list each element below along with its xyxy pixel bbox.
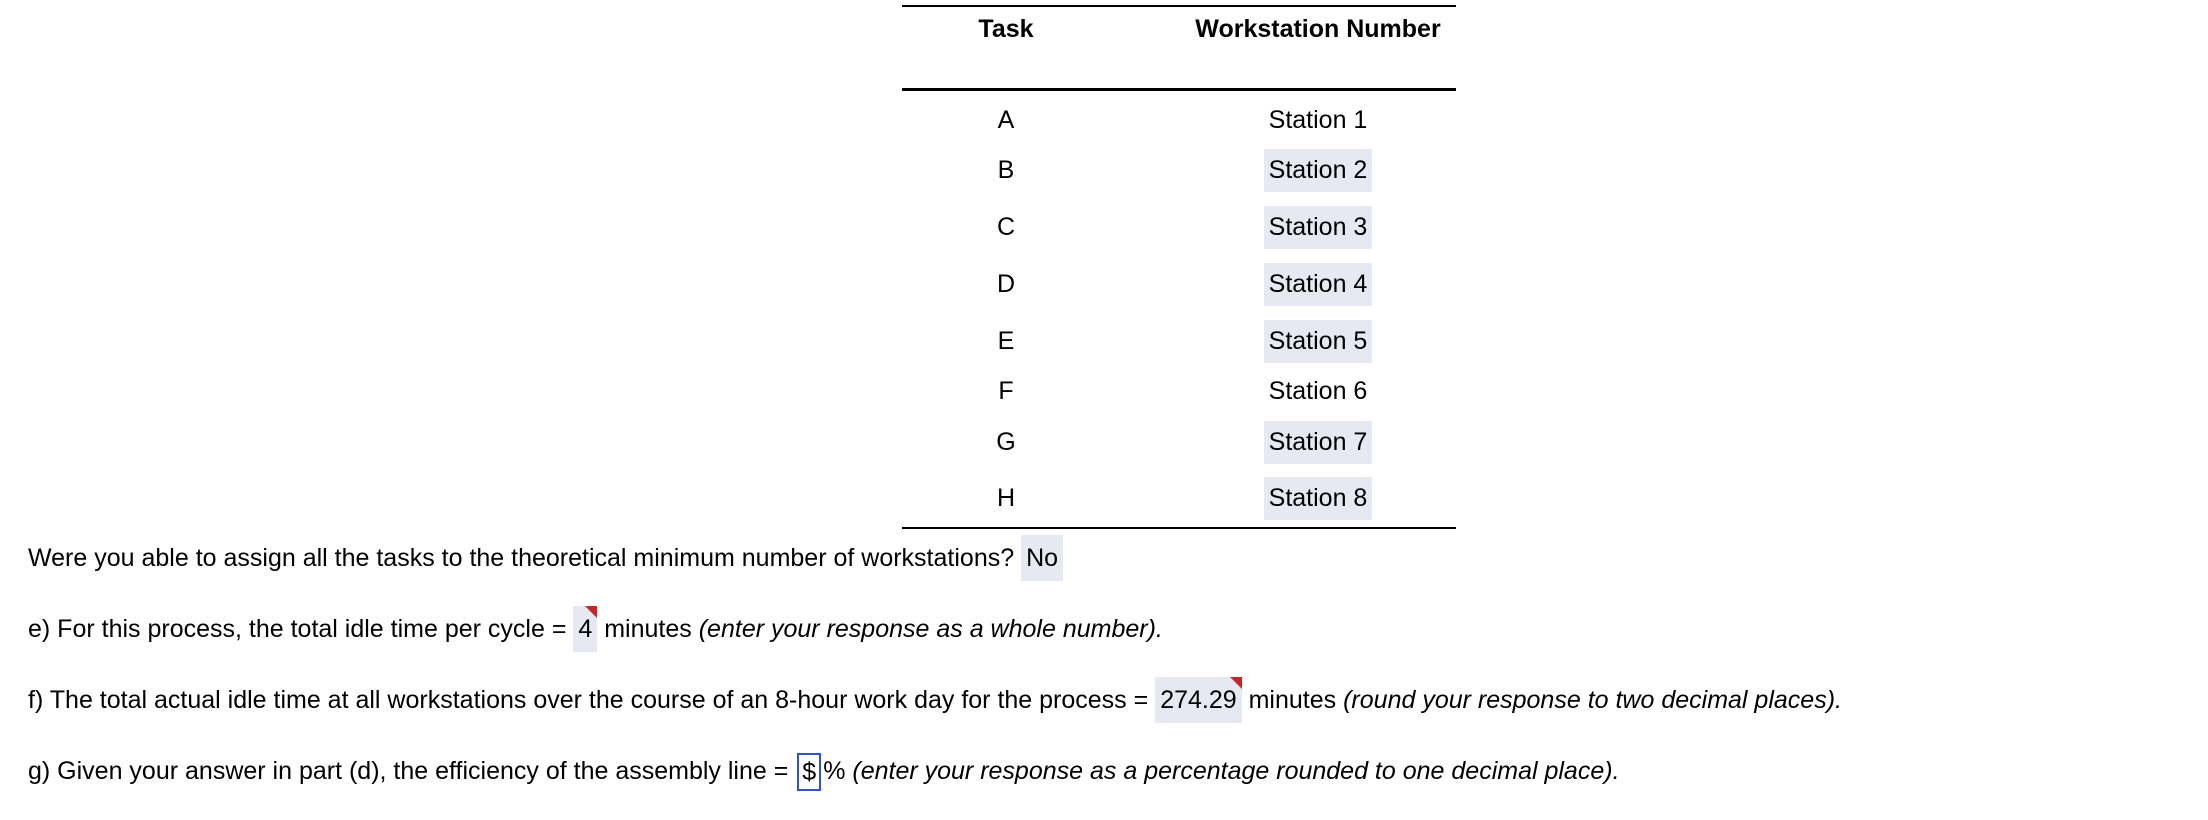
task-label: G [996, 427, 1016, 456]
task-label: B [997, 155, 1015, 184]
header-workstation-number: Workstation Number [1195, 15, 1441, 43]
assign-answer-field[interactable]: No [1021, 535, 1063, 581]
question-f [28, 677, 1842, 723]
header-task: Task [978, 15, 1034, 43]
task-assignment-table [902, 5, 1456, 529]
station-answer: Station 6 [1268, 377, 1368, 406]
table-header-row [902, 6, 1456, 90]
question-g-unit: % [823, 757, 846, 785]
idle-time-answer-field[interactable]: 4 [573, 606, 597, 652]
station-answer: Station 1 [1268, 106, 1368, 134]
question-g-hint: (enter your response as a percentage rounded to one decimal place). [852, 757, 1620, 785]
table-row [902, 142, 1456, 199]
question-f-unit: minutes [1248, 686, 1337, 714]
task-label: D [996, 269, 1016, 298]
table-row [902, 313, 1456, 370]
question-f-hint: (round your response to two decimal places). [1343, 686, 1842, 714]
question-e-unit: minutes [604, 615, 692, 643]
question-f-text: f) The total actual idle time at all workstations over the course of an 8-hour work day for the process = [28, 686, 1149, 714]
question-assign [28, 535, 1063, 581]
table-row [902, 414, 1456, 471]
station-answer[interactable]: Station 4 [1264, 263, 1373, 306]
question-e [28, 606, 1163, 652]
table-row [902, 471, 1456, 528]
task-label: H [996, 484, 1016, 513]
table-row [902, 199, 1456, 256]
question-g [28, 748, 1620, 794]
task-label: C [996, 212, 1016, 241]
task-label: E [997, 326, 1015, 355]
question-e-text: e) For this process, the total idle time per cycle = [28, 615, 567, 643]
table-row [902, 90, 1456, 142]
station-answer[interactable]: Station 2 [1264, 149, 1373, 192]
table-row [902, 370, 1456, 414]
task-label: F [998, 377, 1014, 406]
question-assign-text: Were you able to assign all the tasks to the theoretical minimum number of workstations? [28, 544, 1015, 572]
question-e-hint: (enter your response as a whole number). [698, 615, 1163, 643]
task-label: A [997, 105, 1015, 134]
daily-idle-time-answer-field[interactable]: 274.29 [1155, 677, 1241, 723]
station-answer[interactable]: Station 7 [1264, 421, 1373, 464]
station-answer[interactable]: Station 3 [1264, 206, 1373, 249]
table-row [902, 256, 1456, 313]
station-answer[interactable]: Station 8 [1264, 477, 1373, 520]
station-answer[interactable]: Station 5 [1264, 320, 1373, 363]
efficiency-input[interactable]: $ [797, 753, 821, 791]
question-g-text: g) Given your answer in part (d), the efficiency of the assembly line = [28, 757, 789, 785]
